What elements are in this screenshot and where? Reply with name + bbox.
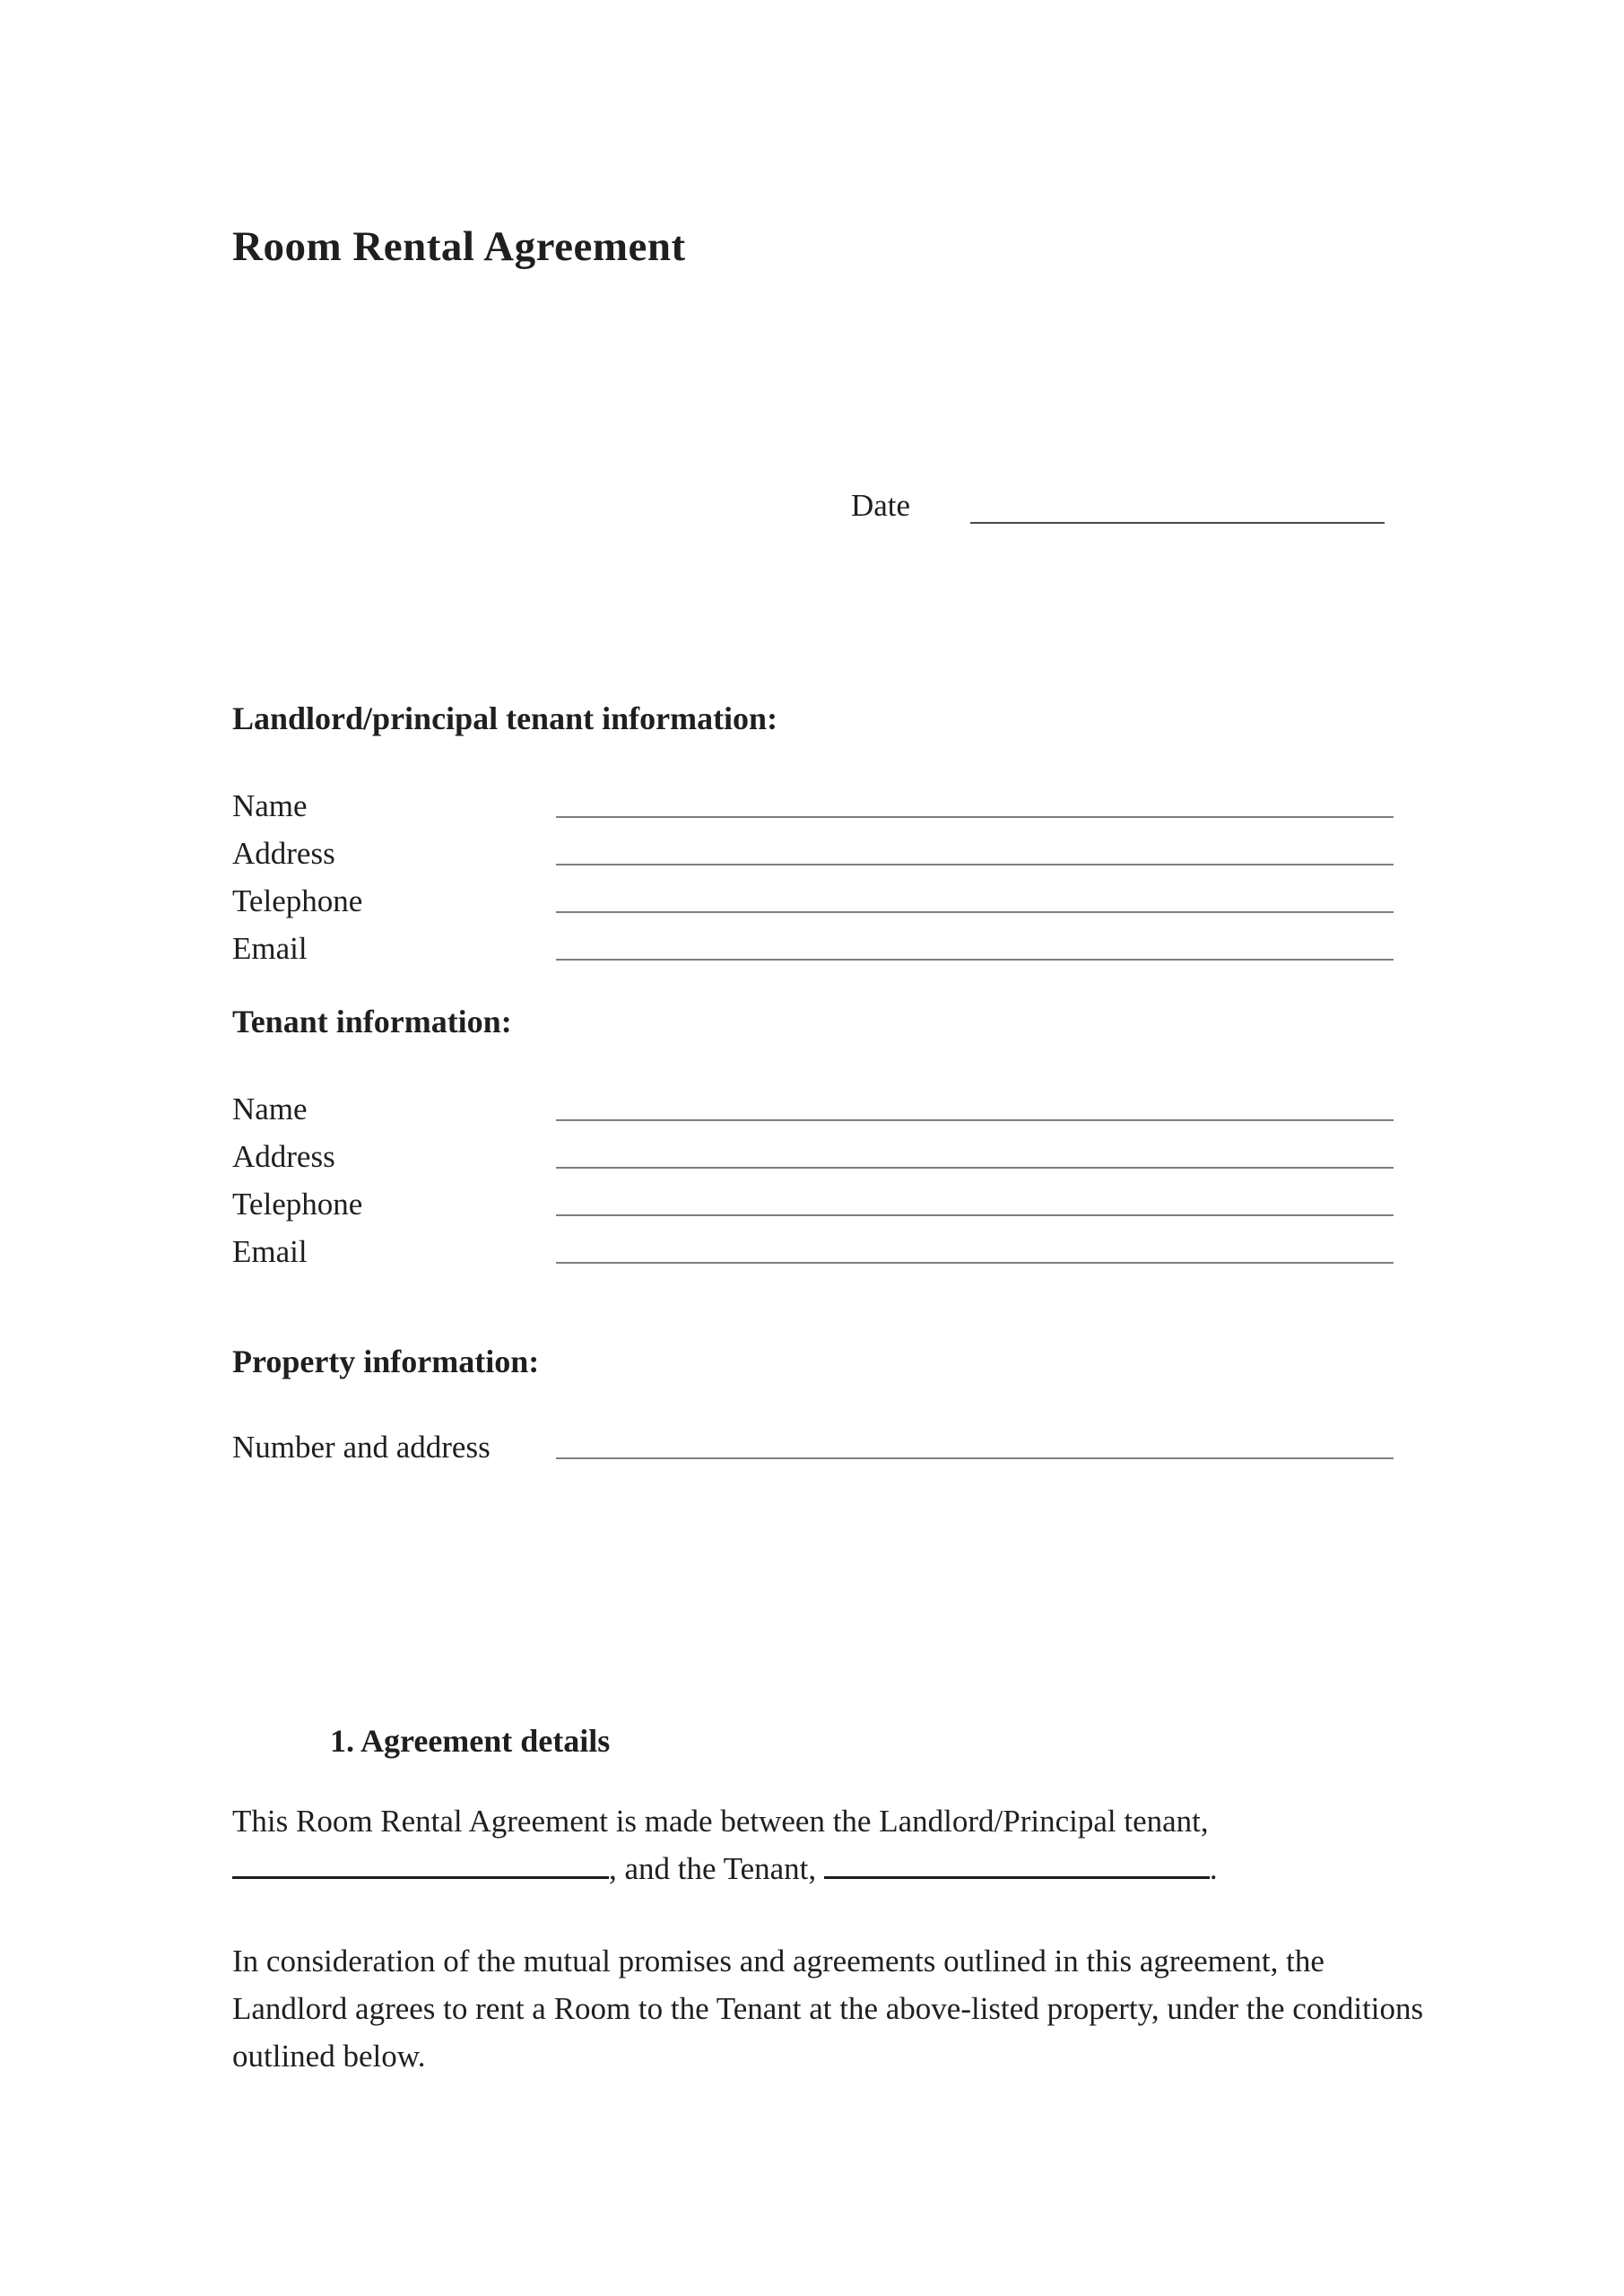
landlord-address-label: Address [232, 836, 335, 871]
tenant-address-blank-line-field[interactable] [556, 1167, 1394, 1169]
field-row [232, 782, 1399, 830]
tenant-name-blank-field[interactable] [824, 1852, 1210, 1879]
field-row [232, 1085, 1399, 1133]
property-number-and-address-label: Number and address [232, 1430, 491, 1465]
field-row [232, 1423, 1399, 1471]
field-row [232, 1180, 1399, 1228]
field-row [232, 1133, 1399, 1180]
field-row [232, 830, 1399, 877]
tenant-section-heading: Tenant information: [232, 1004, 512, 1039]
intro-text-after-blank: . [1209, 1851, 1218, 1886]
landlord-telephone-label: Telephone [232, 883, 363, 918]
landlord-name-blank-line-field[interactable] [556, 816, 1394, 818]
property-fields [232, 1423, 1399, 1471]
intro-text-before-blank: This Room Rental Agreement is made between the Landlord/Principal tenant, [232, 1804, 1209, 1839]
field-row [232, 925, 1399, 972]
tenant-email-blank-line-field[interactable] [556, 1262, 1394, 1264]
document-title: Room Rental Agreement [232, 223, 686, 270]
date-blank-line-field[interactable] [970, 486, 1385, 524]
tenant-fields [232, 1085, 1399, 1275]
agreement-intro-paragraph [232, 1797, 1425, 1892]
tenant-name-blank-line-field[interactable] [556, 1119, 1394, 1121]
tenant-email-label: Email [232, 1234, 308, 1269]
agreement-body-paragraph: In consideration of the mutual promises and agreements outlined in this agreement, the Landlord agrees to rent a Room to the Tenant at the above-listed property, under the conditions outlined below. [232, 1944, 1424, 2074]
property-number-and-address-blank-line-field[interactable] [556, 1457, 1394, 1459]
landlord-fields [232, 782, 1399, 972]
agreement-details-heading: 1. Agreement details [330, 1723, 611, 1759]
tenant-name-label: Name [232, 1091, 308, 1126]
intro-text-between-blanks: , and the Tenant, [609, 1851, 817, 1886]
landlord-address-blank-line-field[interactable] [556, 864, 1394, 865]
landlord-section-heading: Landlord/principal tenant information: [232, 700, 778, 736]
landlord-telephone-blank-line-field[interactable] [556, 911, 1394, 913]
field-row [232, 1228, 1399, 1275]
tenant-telephone-blank-line-field[interactable] [556, 1214, 1394, 1216]
property-section-heading: Property information: [232, 1344, 540, 1379]
date-row [851, 486, 1385, 526]
landlord-email-label: Email [232, 931, 308, 966]
date-label: Date [851, 488, 911, 523]
landlord-name-label: Name [232, 788, 308, 823]
landlord-name-blank-field[interactable] [232, 1852, 609, 1879]
tenant-address-label: Address [232, 1139, 335, 1174]
field-row [232, 877, 1399, 925]
landlord-email-blank-line-field[interactable] [556, 959, 1394, 961]
tenant-telephone-label: Telephone [232, 1187, 363, 1222]
